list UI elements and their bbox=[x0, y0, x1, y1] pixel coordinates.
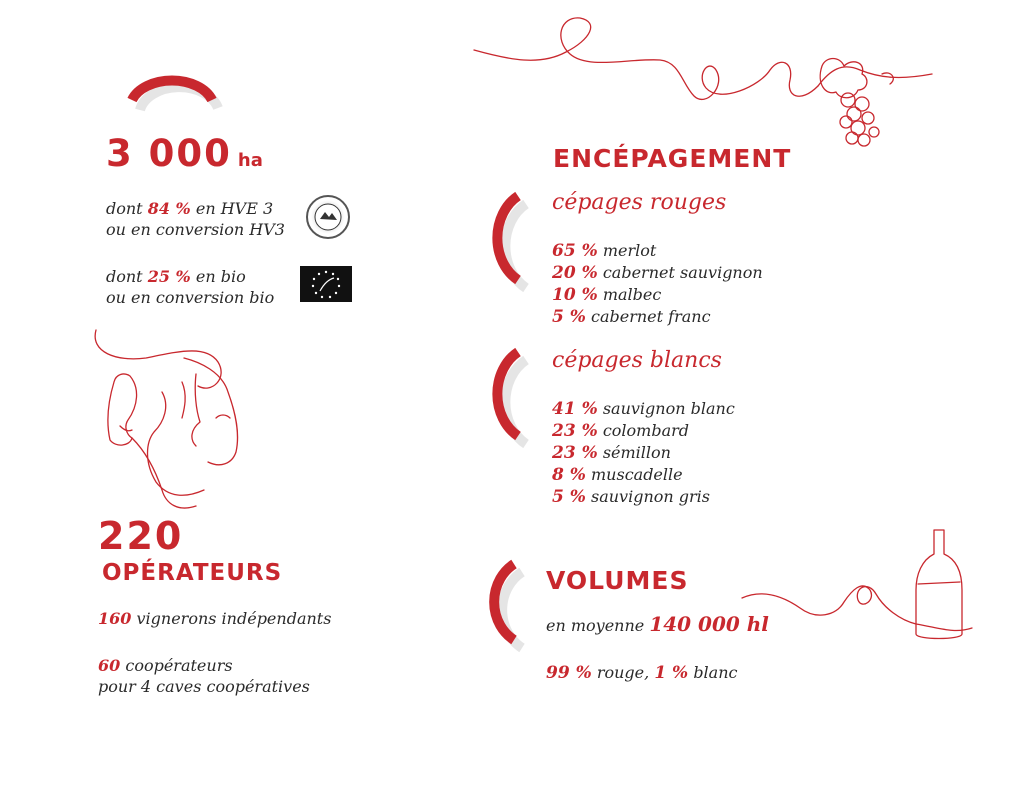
decorative-arc-top bbox=[118, 70, 228, 120]
coop-count: 60 bbox=[98, 656, 121, 675]
list-item: 23 % colombard bbox=[552, 421, 690, 441]
coop-text: coopérateurs bbox=[125, 656, 233, 675]
wine-bottle-line-drawing bbox=[740, 524, 980, 652]
operators-label: OPÉRATEURS bbox=[102, 560, 283, 586]
hve-prefix: dont bbox=[106, 199, 143, 218]
eu-organic-leaf-icon bbox=[300, 266, 352, 302]
surface-area-unit: ha bbox=[237, 150, 263, 171]
rouges-title: cépages rouges bbox=[552, 190, 727, 215]
independent-text: vignerons indépendants bbox=[136, 609, 332, 628]
bio-percent: 25 % bbox=[147, 267, 191, 286]
hve-stat bbox=[106, 198, 306, 240]
decorative-arc-volumes bbox=[480, 556, 530, 656]
list-item: 20 % cabernet sauvignon bbox=[552, 263, 763, 283]
rouge-label: rouge, bbox=[596, 663, 650, 682]
volumes-avg-value: 140 000 hl bbox=[649, 612, 769, 636]
bio-prefix: dont bbox=[106, 267, 143, 286]
volumes-avg-prefix: en moyenne bbox=[546, 616, 645, 635]
surface-area-value: 3 000 bbox=[106, 132, 232, 175]
list-item: 23 % sémillon bbox=[552, 443, 671, 463]
hve-suffix: en HVE 3 bbox=[195, 199, 274, 218]
volumes-title: VOLUMES bbox=[546, 566, 689, 595]
volumes-split bbox=[546, 662, 737, 684]
rouge-pct: 99 % bbox=[546, 663, 592, 683]
faces-line-drawing bbox=[86, 322, 266, 518]
blanc-label: blanc bbox=[693, 663, 738, 682]
cooperators bbox=[98, 655, 310, 697]
hve-line2: ou en conversion HV3 bbox=[106, 220, 285, 239]
list-item: 41 % sauvignon blanc bbox=[552, 399, 735, 419]
decorative-arc-rouges bbox=[484, 188, 534, 298]
grape-vine-line-drawing bbox=[470, 0, 940, 160]
independent-count: 160 bbox=[98, 609, 132, 628]
encepagement-title: ENCÉPAGEMENT bbox=[553, 144, 792, 173]
coop-line2: pour 4 caves coopératives bbox=[98, 677, 310, 696]
list-item: 8 % muscadelle bbox=[552, 465, 683, 485]
bio-suffix: en bio bbox=[195, 267, 246, 286]
rouges-list bbox=[552, 240, 763, 328]
operators-count: 220 bbox=[98, 514, 184, 558]
decorative-arc-blancs bbox=[484, 344, 534, 454]
list-item: 65 % merlot bbox=[552, 241, 657, 261]
bio-line2: ou en conversion bio bbox=[106, 288, 275, 307]
independent-winegrowers bbox=[98, 608, 331, 629]
hve-percent: 84 % bbox=[147, 199, 191, 218]
blancs-title: cépages blancs bbox=[552, 348, 722, 373]
hve-certification-badge-icon bbox=[306, 195, 350, 239]
blancs-list bbox=[552, 398, 735, 508]
volumes-average bbox=[546, 612, 769, 636]
surface-area-heading bbox=[106, 132, 263, 175]
list-item: 5 % sauvignon gris bbox=[552, 487, 710, 507]
bio-stat bbox=[106, 266, 306, 308]
list-item: 5 % cabernet franc bbox=[552, 307, 711, 327]
list-item: 10 % malbec bbox=[552, 285, 662, 305]
blanc-pct: 1 % bbox=[654, 663, 689, 683]
